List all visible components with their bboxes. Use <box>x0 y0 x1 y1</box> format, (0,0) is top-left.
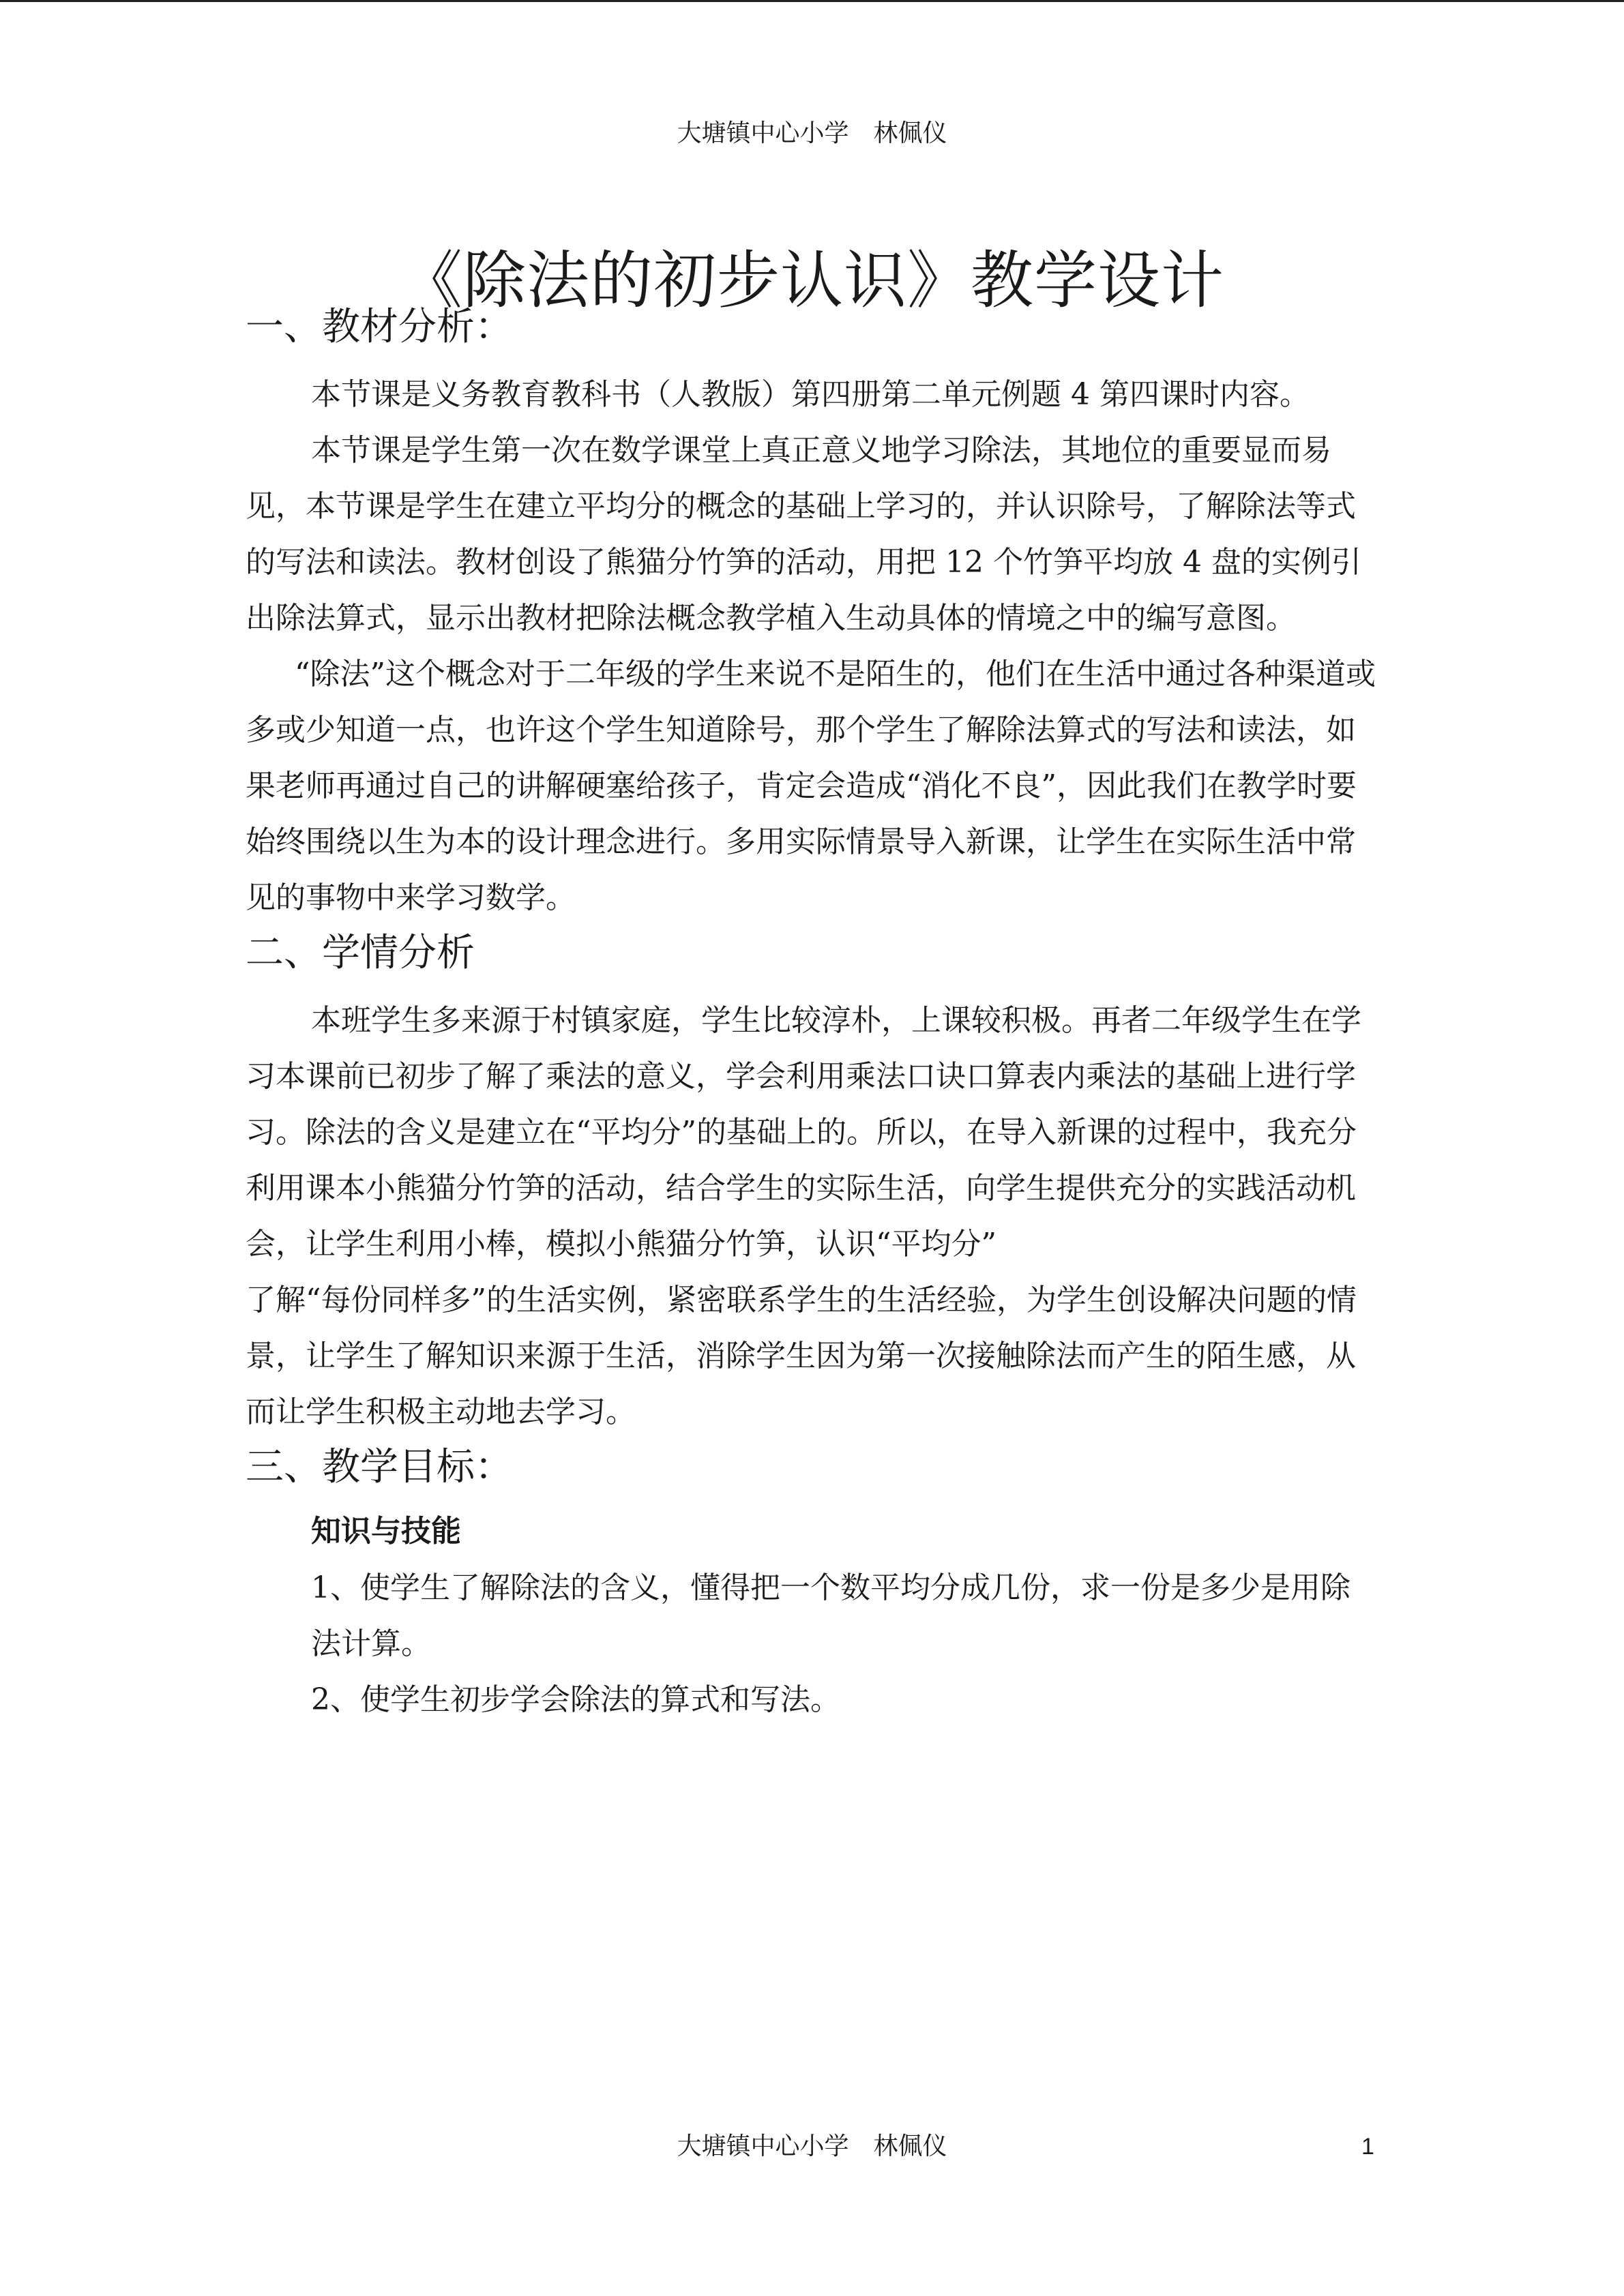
page-footer: 大塘镇中心小学 林佩仪 <box>677 2132 947 2160</box>
document-body <box>246 293 1378 1728</box>
document-title: 《除法的初步认识》教学设计 <box>399 243 1224 317</box>
page-top-border <box>0 0 1624 2</box>
list-item: 2、使学生初步学会除法的算式和写法。 <box>311 1682 840 1717</box>
paragraph: “除法”这个概念对于二年级的学生来说不是陌生的，他们在生活中通过各种渠道或多或少知道一点，也许这个学生知道除号，那个学生了解除法算式的写法和读法，如果老师再通过自己的讲解硬塞给孩子，肯定会造成“消化不良”，因此我们在教学时要始终围绕以生为本的设计理念进行。多用实际情景导入新课，让学生在实际生活中常见的事物中来学习数学。 <box>246 657 1376 915</box>
section-heading: 三、教学目标： <box>246 1445 513 1489</box>
section-textbook-analysis <box>246 300 1378 926</box>
page-header: 大塘镇中心小学 林佩仪 <box>677 119 947 147</box>
paragraph: 本班学生多来源于村镇家庭，学生比较淳朴，上课较积极。再者二年级学生在学习本课前已初步了解了乘法的意义，学会利用乘法口诀口算表内乘法的基础上进行学习。除法的含义是建立在“平均分”的基础上的。所以，在导入新课的过程中，我充分利用课本小熊猫分竹笋的活动，结合学生的实际生活，向学生提供充分的实践活动机会，让学生利用小棒，模拟小熊猫分竹笋，认识“平均分” <box>246 1003 1361 1262</box>
section-heading: 二、学情分析 <box>246 931 475 975</box>
section-teaching-objectives <box>246 1440 1378 1728</box>
list-item: 1、使学生了解除法的含义，懂得把一个数平均分成几份，求一份是多少是用除法计算。 <box>311 1570 1350 1661</box>
paragraph: 本节课是学生第一次在数学课堂上真正意义地学习除法，其地位的重要显而易见，本节课是学生在建立平均分的概念的基础上学习的，并认识除号，了解除法等式的写法和读法。教材创设了熊猫分竹笋的活动，用把 12 个竹笋平均放 4 盘的实例引出除法算式，显示出教材把除法概念教学植入生动具体的情境之中的编写意图。 <box>246 433 1361 636</box>
paragraph: 了解“每份同样多”的生活实例，紧密联系学生的生活经验，为学生创设解决问题的情景，让学生了解知识来源于生活，消除学生因为第一次接触除法而产生的陌生感，从而让学生积极主动地去学习。 <box>246 1283 1357 1429</box>
paragraph: 本节课是义务教育教科书（人教版）第四册第二单元例题 4 第四课时内容。 <box>311 377 1310 412</box>
subsection-heading: 知识与技能 <box>311 1514 461 1549</box>
page-number: 1 <box>1361 2134 1374 2160</box>
section-student-analysis <box>246 926 1378 1440</box>
section-heading: 一、教材分析： <box>246 305 513 349</box>
